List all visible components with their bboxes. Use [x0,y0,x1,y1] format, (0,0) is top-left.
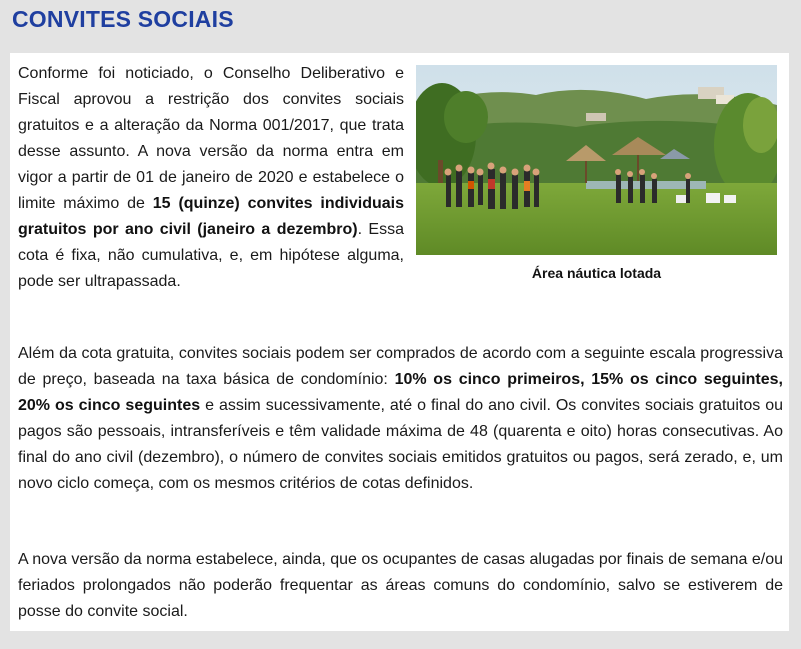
paragraph-2-highlight: 10% os cinco primeiros, 15% os cinco seguintes, 20% os cinco seguintes [18,371,784,414]
paragraph-1-highlight: 15 (quinze) convites individuais gratuitos por ano civil (janeiro a dezembro) [18,195,404,238]
page-title: CONVITES SOCIAIS [12,6,234,32]
paragraph-2-text-b: e assim sucessivamente, até o final do ano civil. Os convites sociais gratuitos ou pagos são pessoais, intransferíveis e têm validade máxima de 48 (quarenta e oito) horas consecutivas. Ao final do ano civil (dezembro), o número de convites sociais emitidos gratuitos ou pagos, será zerado, e, um novo ciclo começa, com os mesmos critérios de cotas definidos. [18,397,783,492]
paragraph-2-text-a: Além da cota gratuita, convites sociais podem ser comprados de acordo com a seguinte escala progressiva de preço, baseada na taxa básica de condomínio: [18,345,783,388]
photo-caption: Área náutica lotada [531,265,662,281]
paragraph-1-text-b: . Essa cota é fixa, não cumulativa, e, em hipótese alguma, pode ser ultrapassada. [18,221,404,290]
paragraph-3 [18,547,783,625]
paragraph-3-text: A nova versão da norma estabelece, ainda, que os ocupantes de casas alugadas por finais de semana e/ou feriados prolongados não poderão frequentar as áreas comuns do condomínio, salvo se estiverem de posse do convite social. [18,551,783,620]
photo-nautical-area [416,65,777,255]
article-content [10,53,789,631]
paragraph-2 [18,341,783,497]
paragraph-1 [18,61,404,295]
paragraph-1-text-a: Conforme foi noticiado, o Conselho Deliberativo e Fiscal aprovou a restrição dos convites sociais gratuitos e a alteração da Norma 001/2017, que trata desse assunto. A nova versão da norma entra em vigor a partir de 01 de janeiro de 2020 e estabelece o limite máximo de [18,65,404,212]
